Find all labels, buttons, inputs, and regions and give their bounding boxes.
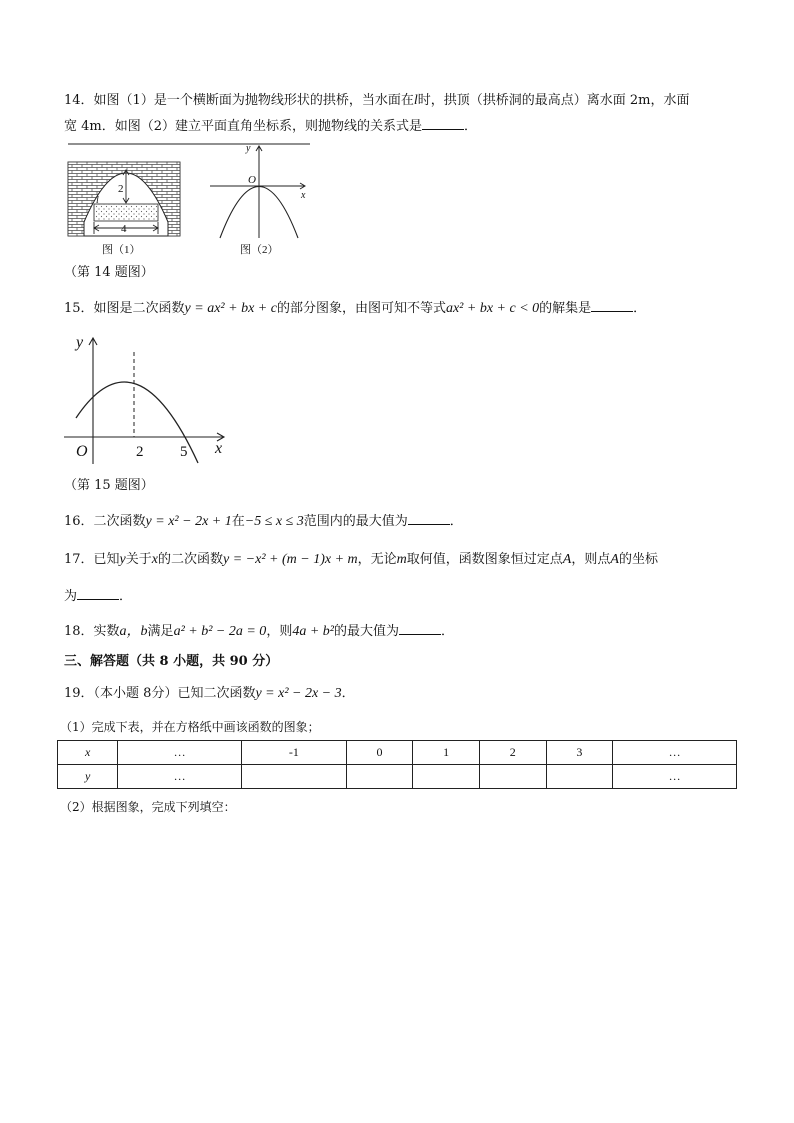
section-title: 三、解答题（共 8 小题，共 90 分） — [64, 654, 279, 669]
q14-caption: （第 14 题图） — [64, 265, 154, 280]
table-cell: 3 — [546, 741, 613, 765]
table-row-y — [58, 765, 737, 789]
table-cell: 0 — [346, 741, 413, 765]
table-row-x — [58, 741, 737, 765]
q19-part2: （2）根据图象，完成下列填空： — [60, 800, 236, 814]
q15-origin-label: O — [76, 443, 88, 460]
table-cell-empty[interactable] — [479, 765, 546, 789]
value-table — [57, 740, 737, 789]
table-cell: … — [118, 765, 242, 789]
q14-figure-1 — [60, 140, 310, 260]
q19-part1: （1）完成下表，并在方格纸中画该函数的图象； — [60, 720, 320, 734]
q17-line2: 为 ． — [64, 589, 133, 604]
fig1-height-label: 2 — [118, 183, 124, 195]
answer-blank — [77, 587, 119, 600]
table-cell: 1 — [413, 741, 480, 765]
q15-figure — [60, 332, 240, 470]
table-cell: … — [613, 741, 737, 765]
q14-line1: 14．如图（1）是一个横断面为抛物线形状的拱桥，当水面在l时，拱顶（拱桥洞的最高点）离水面 2m，水面 — [64, 93, 690, 108]
table-cell: x — [58, 741, 118, 765]
fig2-caption: 图（2） — [240, 244, 279, 256]
q16-line: 16．二次函数y = x² − 2x + 1在−5 ≤ x ≤ 3范围内的最大值为 ． — [64, 514, 463, 529]
q14-line2: 宽 4m．如图（2）建立平面直角坐标系，则抛物线的关系式是 ． — [64, 119, 478, 134]
q18-line: 18．实数a，b满足a² + b² − 2a = 0，则4a + b²的最大值为 ． — [64, 624, 455, 639]
q15-y-label: y — [76, 334, 84, 351]
table-cell-empty[interactable] — [241, 765, 346, 789]
answer-blank — [591, 299, 633, 312]
q15-caption: （第 15 题图） — [64, 478, 154, 493]
fig1-caption: 图（1） — [102, 244, 141, 256]
q17-line1: 17．已知y关于x的二次函数y = −x² + (m − 1)x + m，无论m取何值，函数图象恒过定点A，则点A的坐标 — [64, 552, 658, 567]
answer-blank — [422, 117, 464, 130]
table-cell: 2 — [479, 741, 546, 765]
answer-blank — [408, 512, 450, 525]
table-cell-empty[interactable] — [546, 765, 613, 789]
fig1-l-label: l — [96, 195, 99, 206]
table-cell: -1 — [241, 741, 346, 765]
table-cell: y — [58, 765, 118, 789]
q15-line: 15．如图是二次函数y = ax² + bx + c的部分图象，由图可知不等式ax² + bx + c < 0的解集是 ． — [64, 301, 647, 316]
fig2-origin-label: O — [248, 174, 256, 186]
answer-blank — [399, 622, 441, 635]
q15-tick-5: 5 — [180, 444, 188, 460]
q15-tick-2: 2 — [136, 444, 144, 460]
q19-line: 19．（本小题 8分）已知二次函数y = x² − 2x − 3． — [64, 686, 355, 701]
table-cell-empty[interactable] — [413, 765, 480, 789]
table-cell: … — [118, 741, 242, 765]
fig2-x-label: x — [301, 190, 306, 201]
table-cell-empty[interactable] — [346, 765, 413, 789]
fig1-width-label: 4 — [121, 223, 127, 235]
fig2-y-label: y — [246, 143, 251, 154]
q15-x-label: x — [215, 440, 223, 457]
table-cell: … — [613, 765, 737, 789]
